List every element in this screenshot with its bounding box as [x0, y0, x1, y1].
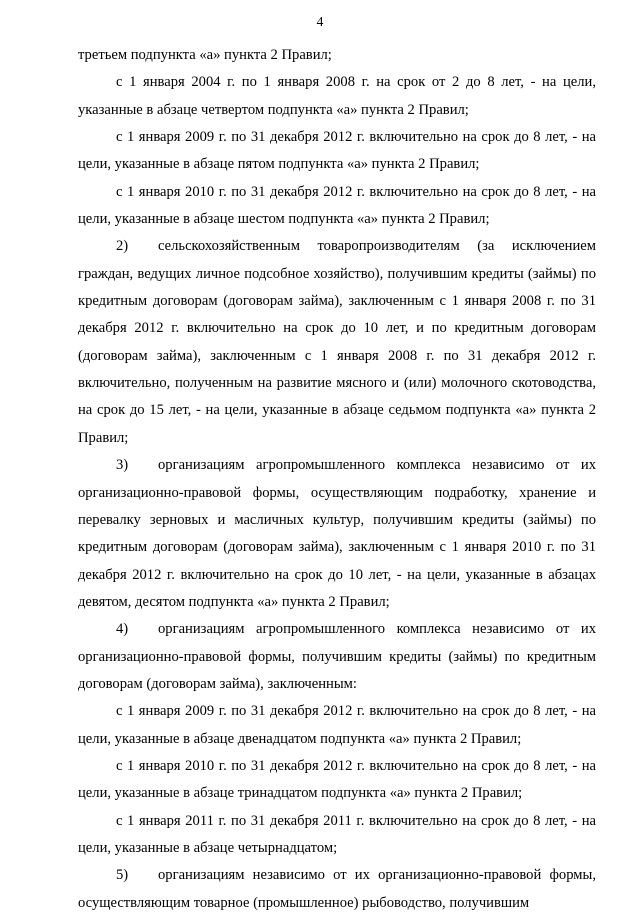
list-item-5: [78, 862, 596, 917]
list-item-4: [78, 616, 596, 698]
paragraph-date-range-2004: [78, 69, 596, 124]
paragraph-date-range-2010: [78, 179, 596, 234]
list-item-text: организациям независимо от их организационно-правовой формы, осуществляющим товарное (промышленное) рыбоводство, получившим: [78, 867, 596, 911]
list-item-text: организациям агропромышленного комплекса независимо от их организационно-правовой формы, получившим кредиты (займы) по кредитным договорам (договорам займа), заключенным:: [78, 621, 596, 692]
paragraph-text: с 1 января 2010 г. по 31 декабря 2012 г. включительно на срок до 8 лет, - на цели, указанные в абзаце шестом подпункта «а» пункта 2 Правил;: [78, 183, 596, 228]
paragraph-continuation: [78, 42, 596, 69]
list-item-number: 4): [116, 621, 129, 638]
paragraph-date-range-2010-b: [78, 753, 596, 808]
list-item-text: сельскохозяйственным товаропроизводителям (за исключением граждан, ведущих личное подсобное хозяйство), получившим кредиты (займы) по кредитным договорам (договорам займа), заключенным с 1 января 2008 г. по 31 декабря 2012 г. включительно на срок до 10 лет, и по кредитным договорам (договорам займа), заключенным с 1 января 2008 г. по 31 декабря 2012 г. включительно, полученным на развитие мясного и (или) молочного скотоводства, на срок до 15 лет, - на цели, указанные в абзаце седьмом подпункта «а» пункта 2 Правил;: [78, 238, 596, 446]
list-item-number: 5): [116, 867, 129, 884]
paragraph-date-range-2009: [78, 124, 596, 179]
paragraph-text: с 1 января 2011 г. по 31 декабря 2011 г. включительно на срок до 8 лет, - на цели, указанные в абзаце четырнадцатом;: [78, 812, 596, 856]
paragraph-text: с 1 января 2009 г. по 31 декабря 2012 г. включительно на срок до 8 лет, - на цели, указанные в абзаце пятом подпункта «а» пункта 2 Правил;: [78, 129, 596, 173]
paragraph-text: с 1 января 2009 г. по 31 декабря 2012 г. включительно на срок до 8 лет, - на цели, указанные в абзаце двенадцатом подпункта «а» пункта 2 Правил;: [78, 703, 596, 747]
list-item-text: организациям агропромышленного комплекса независимо от их организационно-правовой формы, осуществляющим подработку, хранение и перевалку зерновых и масличных культур, получившим кредиты (займы) по кредитным договорам (договорам займа), заключенным с 1 января 2010 г. по 31 декабря 2012 г. включительно на срок до 10 лет, - на цели, указанные в абзацах девятом, десятом подпункта «а» пункта 2 Правил;: [78, 457, 596, 610]
page-number: 4: [316, 14, 324, 29]
list-item-3: [78, 452, 596, 616]
paragraph-text: с 1 января 2010 г. по 31 декабря 2012 г. включительно на срок до 8 лет, - на цели, указанные в абзаце тринадцатом подпункта «а» пункта 2 Правил;: [78, 757, 596, 802]
list-item-2: [78, 233, 596, 452]
paragraph-date-range-2009-b: [78, 698, 596, 753]
list-item-number: 2): [116, 238, 129, 255]
document-body: [78, 42, 596, 917]
paragraph-date-range-2011: [78, 808, 596, 863]
paragraph-text: с 1 января 2004 г. по 1 января 2008 г. на срок от 2 до 8 лет, - на цели, указанные в абзаце четвертом подпункта «а» пункта 2 Правил;: [78, 74, 596, 118]
paragraph-text: третьем подпункта «а» пункта 2 Правил;: [78, 47, 332, 63]
list-item-number: 3): [116, 457, 129, 474]
